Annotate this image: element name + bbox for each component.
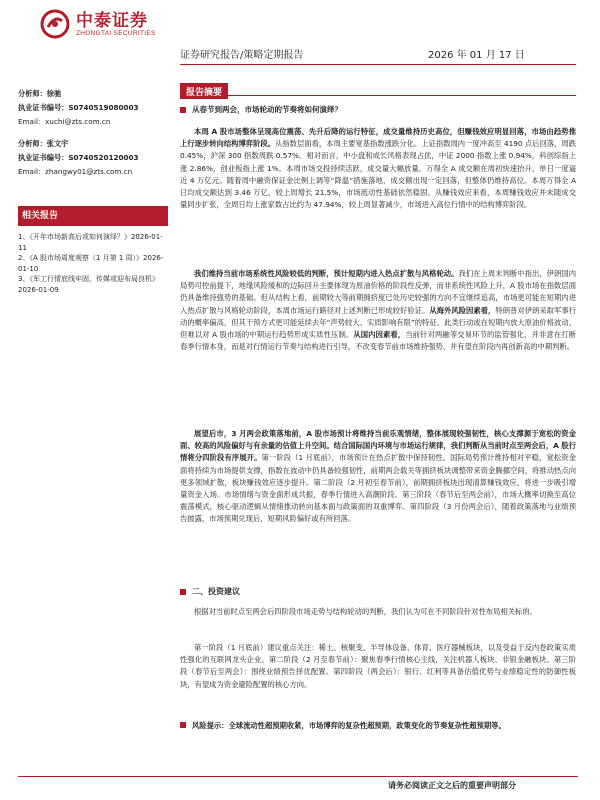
- left-sidebar: [18, 86, 168, 295]
- related-reports-title: 相关报告: [18, 206, 168, 226]
- p2-text-3: 当前针对两融等交易环节的监管强化，并非意在打断春季行情本身，而是对行情运行节奏与结构进行引导，不改变春节前市场维持强势、并有望在阶段内再创新高的中期判断。: [180, 330, 576, 352]
- bullet-icon: [180, 107, 186, 113]
- analyst-card: [18, 86, 168, 178]
- paragraph-2: [180, 268, 576, 353]
- p3-text: 第一阶段（1 月底前），市场预计在热点扩散中保持韧性。国际局势预计维持相对平稳，宽松资金面将持续为市场提供支撑，指数在波动中仍具备较强韧性，前期两会载关等拥挤板块调整带来资金腾挪空间，将推动热点向更多领域扩散，板块赚钱效应逐步提升。第二阶段（2 月初至春节前），前期拥挤板块出现清算赚钱效应，将进一步吸引增量资金入场。市场情绪与资金面形成共振，春季行情进入高潮阶段。第三阶段（春节后至两会前），市场大概率切换至高位震荡模式，核心驱动逻辑从情绪推动转向基本面与政策面的双重博弈。第四阶段（3 月份两会后），随着政策落地与业绩预告披露，市场预期兑现后，短期风险偏好或有所回落。: [180, 453, 577, 524]
- company-logo: [40, 6, 180, 42]
- analyst-email: Email：zhangwy01@zts.com.cn: [18, 166, 133, 176]
- cert-label: 执业证书编号：: [18, 102, 69, 112]
- p2-text-2: 特朗普对伊朗采取军事行动的概率偏高，但其干预方式更可能延续去年“声势较大、实质影响有限”的特征。此类行动或在短期内放大原油价格波动，但难以对 A 股市场的中期运行趋势形成实质性压制。: [180, 305, 577, 340]
- p1-text: 从指数层面看，本周主要宽基指数涨跌分化。上证指数周内一度冲高至 4190 点后回落，周跌 0.45%，沪深 300 指数周跌 0.57%。相对而言，中小盘和成长风格表现占优，中证 2000 指数上涨 0.94%，科创综指上涨 2.86%，创业板指上涨 1%。本周市场交投持续活跃，成交量大幅放量。万得全 A 成交额在周初快速抬升，单日一度逼近 4 万亿元。随着周中融资保证金比例上调等“降温”措施落地，成交额出现一定回落，但整体仍维持高位。本周万得全 A 日均成交额达到 3.46 万亿，较上周增长 21.5%，市场流动性基础依然稳固。从赚钱效应来看，本周赚钱效应并未随成交量同步扩张，全周日均上涨家数占比约为 47.94%，较上周显著减少，市场进入高位行情中的结构博弈阶段。: [180, 139, 576, 210]
- p2-bold-2: 从海外风险因素看，: [429, 305, 496, 315]
- analyst-label: 分析师：: [18, 88, 47, 98]
- paragraph-4: [180, 606, 576, 618]
- related-reports-list: [18, 232, 168, 295]
- summary-section-header: [180, 80, 576, 96]
- analyst-email: Email：xuchi@zts.com.cn: [18, 116, 111, 126]
- paragraph-3: [180, 428, 576, 526]
- p1-bold: 本周 A 股市场整体呈现高位震荡、先升后降的运行特征，成交量维持历史高位，但赚钱效应明显回落，市场由趋势推上行逐步转向结构博弈阶段。: [180, 127, 576, 149]
- paragraph-1: [180, 126, 576, 211]
- analyst-name: 徐驰: [46, 88, 62, 98]
- footer-disclaimer: 请务必阅读正文之后的重要声明部分: [388, 781, 516, 790]
- cert-number: S0740519080003: [68, 102, 139, 112]
- p2-text: 我们在上周末判断中指出，伊朗国内局势可控前提下，地缘风险缓和的边际回升主要体现为原油价格的阶段性反弹，而非系统性风险上升，A 股市场在指数层面仍具备维持强势的基础。但从结构上看，前期较大等前期拥挤度已处历史较强的方向不宜继续追高，市场更可能在短期内进入热点扩散与风格轮动阶段，本周市场运行路径对上述判断已形成较好验证。: [180, 269, 577, 315]
- summary-tag: 报告摘要: [180, 83, 228, 99]
- analyst-name: 张文宇: [46, 138, 69, 148]
- brand-name-cn: 中泰证券: [76, 10, 148, 31]
- related-report-item[interactable]: 1、《开年市场新高后或如何演绎？》2026-01-11: [18, 233, 163, 252]
- p4-text: 根据对当前时点至两会后四阶段市场走势与结构轮动的判断，我们认为可在不同阶段针对性布局相关标的。: [194, 607, 537, 616]
- cert-label: 执业证书编号：: [18, 152, 69, 162]
- bullet-icon: [180, 722, 186, 728]
- brand-name-en: ZHONGTAI SECURITIES: [76, 29, 156, 37]
- p2-bold-3: 从国内因素看，: [353, 330, 406, 340]
- section-2-heading: [180, 586, 576, 598]
- p5-text: 第一阶段（1 月底前）建议重点关注：稀土、核聚变、半导体设备、体育、医疗器械板块，以及受益于反内卷政策实质性强化的互联网龙头企业。第二阶段（2 月至春节前）：聚焦春季行情核心主线，关注机器人板块、非银金融板块。第三阶段（春节后至两会）：围绕业绩预告择优配置。第四阶段（两会后）：银行、红利等具备估值优势与业绩稳定性的防御性板块，有望成为资金避险配置的核心方向。: [180, 643, 576, 689]
- related-report-item[interactable]: 2、《A 股市场周度观察（1 月第 1 周）》2026-01-10: [18, 254, 164, 273]
- p3-bold: 展望后市，3 月两会政策落地前，A 股市场预计将维持当前乐观情绪，整体展现较强韧性，核心支撑源于宽松的资金面、较高的风险偏好与有余量的估值上升空间。结合国际国内环境与市场运行规律，我们判断从当前时点至两会后，A 股行情将分四阶段有序展开。: [180, 429, 576, 463]
- related-report-item[interactable]: 3、《军工行情底线牢固，传媒或迎布局良机》2026-01-09: [18, 275, 159, 294]
- header-divider: [180, 64, 576, 65]
- cert-number: S0740520120003: [68, 152, 139, 162]
- report-date: 2026 年 01 月 17 日: [428, 50, 525, 61]
- question-heading: [180, 104, 576, 116]
- risk-warning: [180, 720, 576, 732]
- section-2-title: 二、投资建议: [192, 587, 240, 596]
- question-text: 从春节到两会，市场轮动的节奏将如何演绎？: [192, 105, 342, 114]
- zhongtai-logo-icon: [40, 9, 70, 39]
- risk-text: 风险提示：全球流动性超预期收紧，市场博弈的复杂性超预期，政策变化的节奏复杂性超预期等。: [192, 721, 506, 730]
- bullet-icon: [180, 589, 186, 595]
- paragraph-5: [180, 642, 576, 691]
- report-type: 证券研究报告/策略定期报告: [180, 50, 304, 61]
- p2-bold: 我们维持当前市场系统性风险较低的判断，预计短期内进入热点扩散与风格轮动。: [194, 269, 459, 278]
- footer-divider: [18, 776, 578, 777]
- analyst-label: 分析师：: [18, 138, 47, 148]
